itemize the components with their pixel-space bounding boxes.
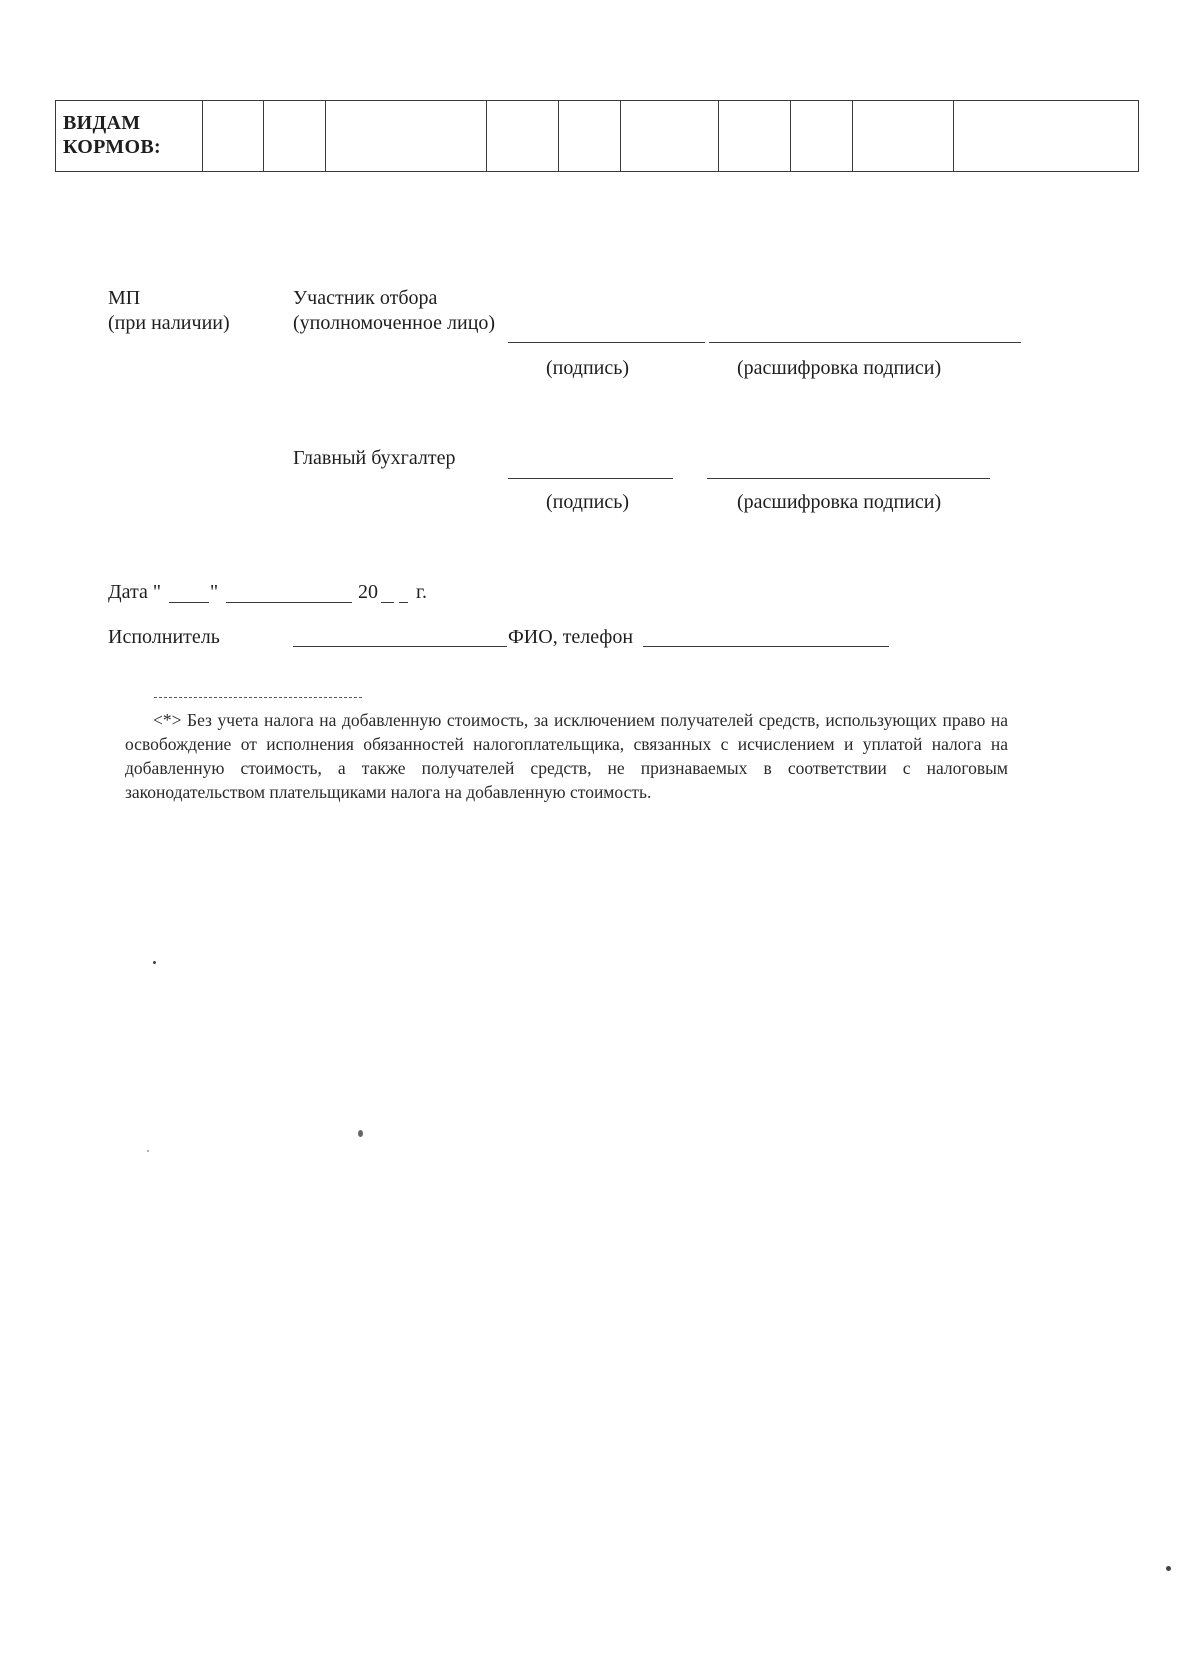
table-cell: [719, 101, 791, 172]
signature-caption: (подпись): [546, 357, 630, 379]
chief-accountant-label: Главный бухгалтер: [293, 447, 456, 469]
table-cell: [853, 101, 954, 172]
scan-speck: [1166, 1566, 1171, 1571]
table-cell: [487, 101, 559, 172]
authorized-person-label: (уполномоченное лицо): [293, 312, 496, 334]
table-cell: [791, 101, 853, 172]
date-year-line-1: [381, 602, 394, 603]
phone-line: [643, 646, 889, 647]
date-quote-close: ": [210, 581, 219, 603]
participant-signature-line: [508, 342, 705, 343]
accountant-signature-line: [508, 478, 673, 479]
date-year-line-2: [399, 602, 408, 603]
label-line-1: ВИДАМ: [63, 112, 141, 134]
scan-speck: [153, 961, 156, 964]
table-cell: [326, 101, 487, 172]
participant-decoding-line: [709, 342, 1021, 343]
table-cell: [203, 101, 264, 172]
feed-types-label: [56, 101, 203, 172]
scan-speck: [358, 1130, 363, 1137]
scan-speck: [147, 1150, 149, 1152]
table-cell: [954, 101, 1139, 172]
table-row: [56, 101, 1139, 172]
fio-phone-label: ФИО, телефон: [508, 626, 634, 648]
decoding-caption: (расшифровка подписи): [737, 357, 942, 379]
table-cell: [264, 101, 326, 172]
table-cell: [559, 101, 621, 172]
footnote-separator: [154, 697, 362, 698]
date-year-prefix: 20: [358, 581, 378, 603]
date-month-line: [226, 602, 352, 603]
footnote-text: <*> Без учета налога на добавленную стоимость, за исключением получателей средств, использующих право на освобождение от исполнения обязанностей налогоплательщика, связанных с исчислением и уплатой налога на добавленную стоимость, а также получателей средств, не признаваемых в соответствии с налоговым законодательством плательщиками налога на добавленную стоимость.: [125, 710, 1008, 802]
date-day-line: [169, 602, 209, 603]
executor-name-line: [293, 646, 507, 647]
seal-label: МП: [108, 287, 141, 309]
seal-note: (при наличии): [108, 312, 230, 334]
feed-types-table: [55, 100, 1139, 172]
table-cell: [621, 101, 719, 172]
participant-label: Участник отбора: [293, 287, 438, 309]
executor-label: Исполнитель: [108, 626, 220, 648]
label-line-2: КОРМОВ:: [63, 136, 161, 158]
date-year-suffix: г.: [416, 581, 427, 603]
accountant-decoding-line: [707, 478, 990, 479]
signature-caption: (подпись): [546, 491, 630, 513]
date-label: Дата ": [108, 581, 162, 603]
decoding-caption: (расшифровка подписи): [737, 491, 942, 513]
